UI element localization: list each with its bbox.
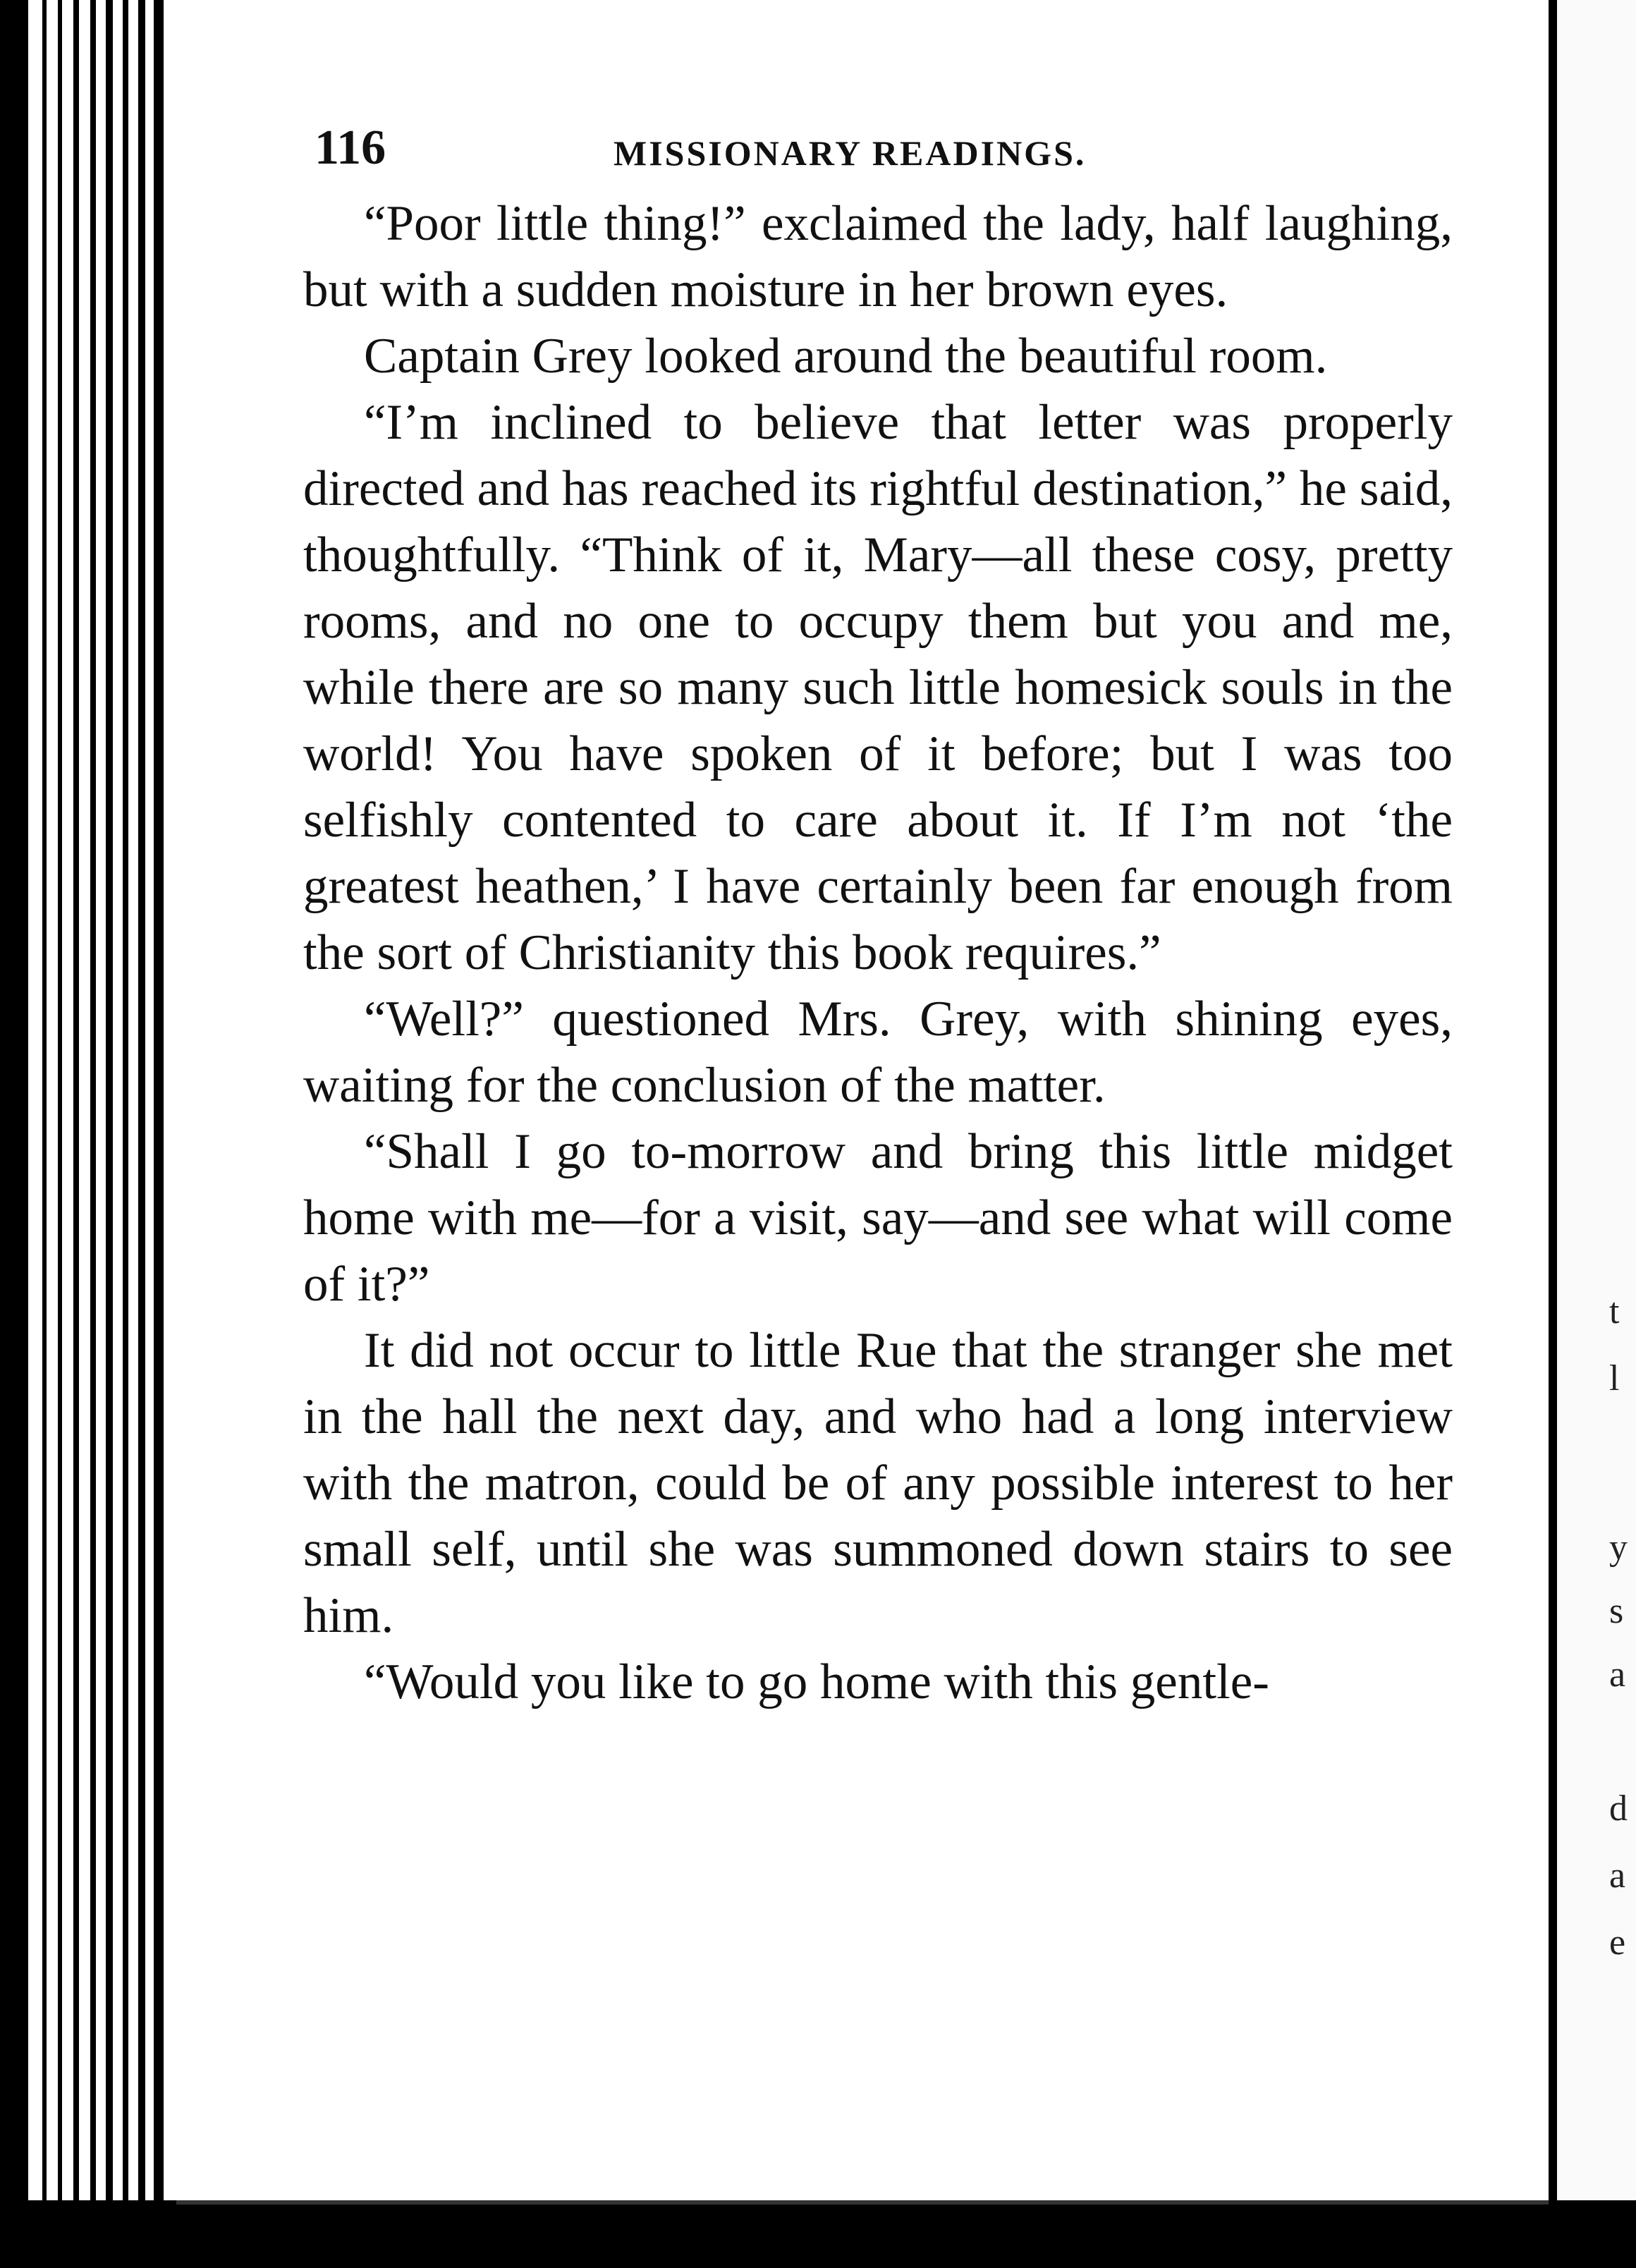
facing-page-letter: t [1609, 1291, 1620, 1331]
facing-page-letter: s [1609, 1591, 1624, 1631]
paragraph: It did not occur to little Rue that the stranger she met in the hall the next day, and who had a long interview with the matron, could be of any possible interest to her small self, until she was summoned down stairs to see him. [303, 1323, 1453, 1643]
page-number: 116 [315, 121, 386, 175]
page-edge-right [1549, 0, 1557, 2268]
paragraph: “I’m inclined to believe that letter was properly directed and has reached its rightful destination,” he said, thoughtfully. “Think of it, Mary—all these cosy, pretty rooms, and no one to occupy them but you and me, while there are so many such little homesick souls in the world! You have spoken of it before; but I was too selfishly contented to care about it. If I’m not ‘the greatest heathen,’ I have certainly been far enough from the sort of Christianity this book requires.” [303, 395, 1453, 980]
facing-page-letter: y [1609, 1528, 1628, 1568]
bottom-page-edge [0, 2200, 1636, 2268]
book-page [303, 106, 1453, 1715]
paragraph: “Poor little thing!” exclaimed the lady, half laughing, but with a sudden moisture in her brown eyes. [303, 196, 1453, 317]
paragraph: “Well?” questioned Mrs. Grey, with shining eyes, waiting for the conclusion of the matter. [303, 992, 1453, 1113]
facing-page-letter: d [1609, 1788, 1628, 1829]
running-head: MISSIONARY READINGS. [614, 133, 1087, 173]
facing-page-letter: a [1609, 1855, 1626, 1896]
facing-page-letter: a [1609, 1654, 1626, 1695]
paragraph: Captain Grey looked around the beautiful room. [364, 329, 1328, 384]
body-text [303, 190, 1453, 1715]
paragraph: “Shall I go to-morrow and bring this little midget home with me—for a visit, say—and see what will come of it?” [303, 1124, 1453, 1312]
facing-page-letter: l [1609, 1358, 1620, 1398]
page-header [303, 106, 1453, 190]
facing-page-strip [1557, 0, 1636, 2268]
book-binding-edge [0, 0, 183, 2268]
paragraph: “Would you like to go home with this gentle- [364, 1654, 1269, 1709]
bottom-page-edge-line [176, 2200, 1549, 2220]
facing-page-letter: e [1609, 1922, 1626, 1963]
